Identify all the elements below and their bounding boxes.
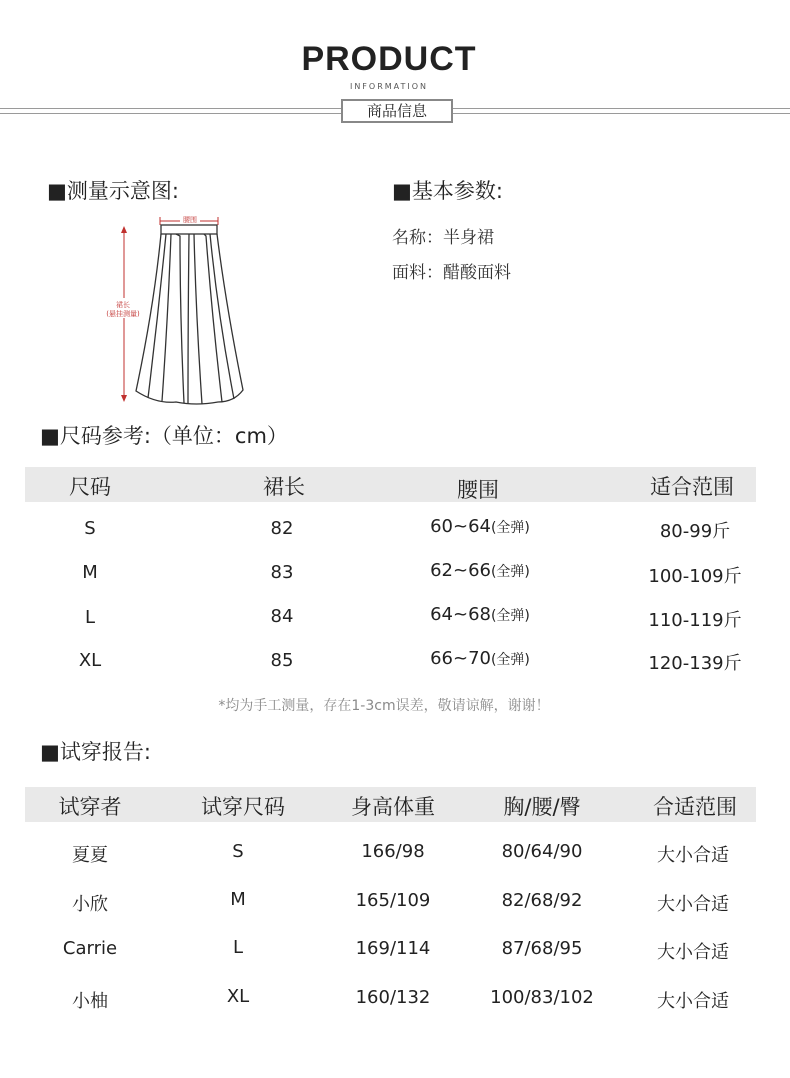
tester-fit: 大小合适: [657, 894, 729, 915]
skirt-diagram: [96, 206, 256, 410]
fit-cell: 120-139斤: [648, 653, 742, 674]
length-cell: 85: [270, 650, 294, 671]
tester-name: 小柚: [72, 991, 108, 1012]
tester-measurements: 80/64/90: [501, 841, 583, 862]
divider-left-bottom: [0, 113, 341, 114]
waist-cell: 64~68(全弹): [430, 604, 530, 625]
tester-name: Carrie: [62, 938, 118, 959]
divider-right-bottom: [453, 113, 790, 114]
length-label: 裙长: [116, 301, 130, 309]
tester-measurements: 87/68/95: [501, 938, 583, 959]
tester-height-weight: 160/132: [355, 987, 431, 1008]
product-info-tag: 商品信息: [341, 99, 453, 123]
trial-col-size: 试穿尺码: [201, 795, 285, 819]
trial-col-tester: 试穿者: [58, 795, 122, 819]
tester-fit: 大小合适: [657, 942, 729, 963]
size-cell: M: [82, 562, 98, 583]
length-label-note: (悬挂测量): [106, 310, 140, 318]
measurement-disclaimer: *均为手工测量，存在1-3cm误差，敬请谅解，谢谢！: [218, 698, 550, 714]
waist-cell: 60~64(全弹): [430, 516, 530, 537]
tester-name: 夏夏: [72, 845, 108, 866]
size-col-length: 裙长: [263, 475, 305, 499]
skirt-outline: [136, 225, 243, 404]
tester-height-weight: 166/98: [361, 841, 425, 862]
param-fabric: 面料：醋酸面料: [392, 263, 511, 283]
length-cell: 84: [270, 606, 294, 627]
product-subtitle: INFORMATION: [349, 82, 429, 91]
trial-section-title: ■试穿报告:: [40, 740, 151, 764]
tester-size: M: [230, 889, 246, 910]
waist-cell: 62~66(全弹): [430, 560, 530, 581]
basic-params-title: ■基本参数:: [392, 179, 503, 203]
tester-measurements: 82/68/92: [501, 890, 583, 911]
size-col-size: 尺码: [69, 475, 111, 499]
tester-name: 小欣: [72, 894, 108, 915]
trial-col-measurements: 胸/腰/臀: [503, 795, 581, 819]
fit-cell: 100-109斤: [648, 566, 742, 587]
length-cell: 82: [270, 518, 294, 539]
size-cell: L: [84, 607, 96, 628]
tester-fit: 大小合适: [657, 845, 729, 866]
tester-size: S: [232, 841, 244, 862]
fit-cell: 110-119斤: [648, 610, 742, 631]
tester-height-weight: 165/109: [355, 890, 431, 911]
tester-measurements: 100/83/102: [490, 987, 594, 1008]
size-cell: S: [84, 518, 96, 539]
tester-height-weight: 169/114: [355, 938, 431, 959]
divider-right-top: [453, 108, 790, 109]
trial-col-fit: 合适范围: [653, 795, 737, 819]
param-name: 名称：半身裙: [392, 228, 494, 248]
tester-size: XL: [226, 986, 250, 1007]
length-cell: 83: [270, 562, 294, 583]
tester-size: L: [232, 937, 244, 958]
divider-left-top: [0, 108, 341, 109]
fit-cell: 80-99斤: [659, 521, 731, 542]
waist-label: 腰围: [183, 216, 197, 224]
size-section-title: ■尺码参考:（单位：cm）: [40, 424, 288, 448]
product-title: PRODUCT: [301, 40, 477, 78]
measure-section-title: ■测量示意图:: [47, 179, 179, 203]
size-cell: XL: [78, 650, 102, 671]
tester-fit: 大小合适: [657, 991, 729, 1012]
size-col-waist: 腰围: [457, 478, 499, 502]
size-col-fit: 适合范围: [650, 475, 734, 499]
trial-col-height-weight: 身高体重: [351, 795, 435, 819]
waist-cell: 66~70(全弹): [430, 648, 530, 669]
